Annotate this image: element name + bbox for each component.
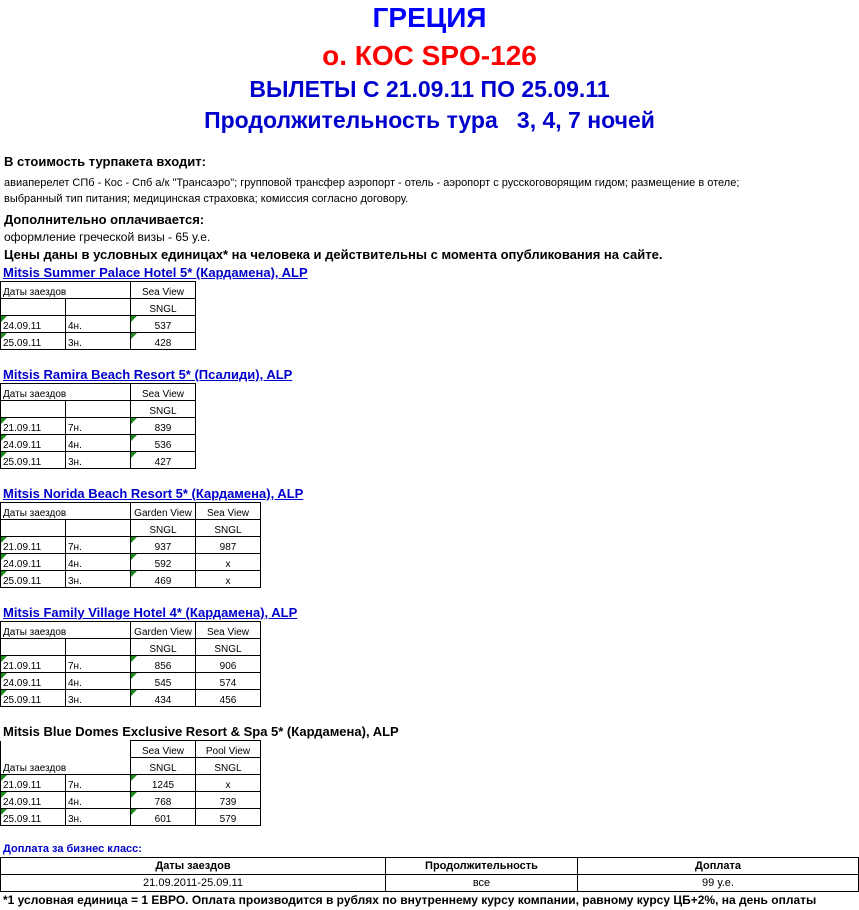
price: 739 (219, 797, 237, 808)
price: 545 (154, 678, 172, 689)
table-row (1, 333, 196, 350)
nights: 7н. (68, 661, 82, 672)
price: 768 (154, 797, 172, 808)
nights: 4н. (68, 559, 82, 570)
nights: 3н. (68, 814, 82, 825)
table-row (1, 316, 196, 333)
extra-paid-title: Дополнительно оплачивается: (4, 212, 205, 227)
price: 987 (219, 542, 237, 553)
check-in-date: 24.09.11 (3, 440, 42, 451)
included-title: В стоимость турпакета входит: (4, 154, 206, 169)
hotel-title[interactable]: Mitsis Family Village Hotel 4* (Кардамена), ALP (3, 605, 298, 620)
departures-title: ВЫЛЕТЫ С 21.09.11 ПО 25.09.11 (249, 76, 610, 102)
price: 469 (154, 576, 172, 587)
table-row (1, 809, 261, 826)
business-table (0, 857, 859, 892)
price: 592 (154, 559, 172, 570)
accommodation-header: SNGL (131, 758, 196, 775)
nights: 7н. (68, 542, 82, 553)
business-header-duration: Продолжительность (386, 858, 578, 875)
price-table (0, 621, 261, 707)
dates-header: Даты заездов (1, 758, 131, 775)
price: 856 (154, 661, 172, 672)
business-dates: 21.09.2011-25.09.11 (1, 875, 386, 892)
check-in-date: 21.09.11 (3, 661, 42, 672)
check-in-date: 24.09.11 (3, 559, 42, 570)
table-row (1, 418, 196, 435)
price-table (0, 281, 196, 350)
price: 456 (219, 695, 237, 706)
price: 427 (154, 457, 172, 468)
price: 579 (219, 814, 237, 825)
dates-header: Даты заездов (1, 282, 131, 299)
accommodation-header: SNGL (131, 299, 196, 316)
accommodation-header: SNGL (196, 520, 261, 537)
nights: 7н. (68, 423, 82, 434)
business-header-dates: Даты заездов (1, 858, 386, 875)
table-row (1, 690, 261, 707)
room-type-header: Garden View (131, 622, 196, 639)
nights: 4н. (68, 321, 82, 332)
included-line1: авиаперелет СПб - Кос - Спб а/к "Трансаэро"; групповой трансфер аэропорт - отель - аэропорт с русскоговорящим гидом; размещение в отеле; (4, 177, 740, 189)
check-in-date: 21.09.11 (3, 780, 42, 791)
check-in-date: 25.09.11 (3, 338, 42, 349)
business-duration: все (386, 875, 578, 892)
room-type-header: Sea View (196, 503, 261, 520)
check-in-date: 24.09.11 (3, 678, 42, 689)
price: 906 (219, 661, 237, 672)
accommodation-header: SNGL (196, 758, 261, 775)
price: 937 (154, 542, 172, 553)
nights: 4н. (68, 797, 82, 808)
price: 574 (219, 678, 237, 689)
accommodation-header: SNGL (131, 639, 196, 656)
price: 537 (154, 321, 172, 332)
room-type-header: Pool View (196, 741, 261, 758)
table-row (1, 673, 261, 690)
dates-header: Даты заездов (1, 622, 131, 639)
accommodation-header: SNGL (131, 520, 196, 537)
included-line2: выбранный тип питания; медицинская страховка; комиссия согласно договору. (4, 193, 409, 205)
table-row (1, 537, 261, 554)
business-header-surcharge: Доплата (578, 858, 859, 875)
hotel-title: Mitsis Blue Domes Exclusive Resort & Spa 5* (Кардамена), ALP (3, 724, 399, 739)
extra-paid-text: оформление греческой визы - 65 у.е. (4, 230, 211, 244)
nights: 7н. (68, 780, 82, 791)
price: x (225, 780, 231, 791)
table-row (1, 452, 196, 469)
price: x (225, 559, 231, 570)
nights: 3н. (68, 457, 82, 468)
room-type-header: Sea View (131, 282, 196, 299)
check-in-date: 25.09.11 (3, 695, 42, 706)
table-row (1, 775, 261, 792)
nights: 3н. (68, 695, 82, 706)
business-surcharge: 99 у.е. (578, 875, 859, 892)
accommodation-header: SNGL (131, 401, 196, 418)
price: 601 (154, 814, 172, 825)
price: x (225, 576, 231, 587)
check-in-date: 24.09.11 (3, 797, 42, 808)
price-table (0, 383, 196, 469)
check-in-date: 24.09.11 (3, 321, 42, 332)
table-row (1, 792, 261, 809)
island-title: о. КОС SPO-126 (322, 40, 537, 71)
price: 839 (154, 423, 172, 434)
check-in-date: 25.09.11 (3, 576, 42, 587)
hotel-title[interactable]: Mitsis Ramira Beach Resort 5* (Псалиди), ALP (3, 367, 293, 382)
price-table (0, 502, 261, 588)
nights: 3н. (68, 338, 82, 349)
price-table (0, 740, 261, 826)
price: 428 (154, 338, 172, 349)
table-row (1, 435, 196, 452)
hotel-title[interactable]: Mitsis Summer Palace Hotel 5* (Кардамена), ALP (3, 265, 308, 280)
price: 1245 (151, 780, 175, 791)
nights: 4н. (68, 440, 82, 451)
check-in-date: 25.09.11 (3, 814, 42, 825)
footnote: *1 условная единица = 1 ЕВРО. Оплата производится в рублях по внутреннему курсу компании, равному курсу ЦБ+2%, на день оплаты (3, 893, 817, 907)
nights: 4н. (68, 678, 82, 689)
business-title: Доплата за бизнес класс: (3, 843, 142, 855)
check-in-date: 21.09.11 (3, 542, 42, 553)
price: 434 (154, 695, 172, 706)
room-type-header: Garden View (131, 503, 196, 520)
duration-title: Продолжительность тура 3, 4, 7 ночей (204, 107, 655, 133)
table-row (1, 656, 261, 673)
room-type-header: Sea View (131, 384, 196, 401)
room-type-header: Sea View (131, 741, 196, 758)
table-row (1, 571, 261, 588)
check-in-date: 21.09.11 (3, 423, 42, 434)
price: 536 (154, 440, 172, 451)
accommodation-header: SNGL (196, 639, 261, 656)
room-type-header: Sea View (196, 622, 261, 639)
prices-note: Цены даны в условных единицах* на человека и действительны с момента опубликования на сайте. (4, 247, 663, 262)
dates-header: Даты заездов (1, 384, 131, 401)
hotel-title[interactable]: Mitsis Norida Beach Resort 5* (Кардамена), ALP (3, 486, 304, 501)
check-in-date: 25.09.11 (3, 457, 42, 468)
nights: 3н. (68, 576, 82, 587)
table-row (1, 554, 261, 571)
dates-header: Даты заездов (1, 503, 131, 520)
country-title: ГРЕЦИЯ (372, 2, 487, 33)
